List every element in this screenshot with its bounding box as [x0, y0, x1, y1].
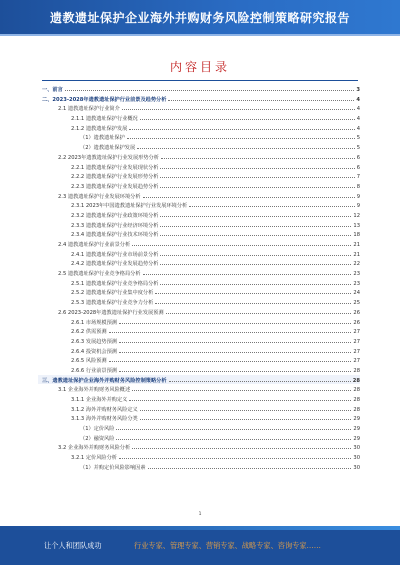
- toc-entry-page: 6: [356, 164, 360, 171]
- toc-entry[interactable]: [38, 433, 360, 443]
- toc-leader-dots: [119, 365, 351, 372]
- toc-entry-title: 2.5.1 遗教遗址保护行业竞争格局分析: [71, 280, 159, 287]
- toc-leader-dots: [132, 384, 351, 391]
- toc-leader-dots: [109, 355, 352, 362]
- report-title: 遗教遗址保护企业海外并购财务风险控制策略研究报告: [49, 11, 350, 25]
- toc-entry[interactable]: [38, 413, 360, 423]
- toc-leader-dots: [169, 375, 351, 382]
- toc-entry-page: 7: [356, 174, 360, 181]
- toc-entry-page: 29: [353, 426, 360, 433]
- toc-entry-title: 2.5.3 遗教遗址保护行业竞争力分析: [71, 300, 154, 307]
- toc-leader-dots: [166, 307, 352, 314]
- toc-entry[interactable]: [38, 442, 360, 452]
- toc-entry-title: 2.3.2 遗教遗址保护行业政策环境分析: [71, 212, 159, 219]
- toc-leader-dots: [116, 433, 351, 440]
- toc-leader-dots: [140, 404, 352, 411]
- toc-entry[interactable]: [38, 268, 360, 278]
- toc-entry-page: 25: [353, 300, 360, 307]
- toc-entry-title: 2.6 2023-2028年遗教遗址保护行业发展预测: [58, 309, 164, 316]
- toc-entry-title: 三、遗教遗址保护企业海外并购财务风险控制策略分析: [42, 377, 167, 384]
- toc-entry-title: 3.2 企业海外并购财务风险分析: [58, 445, 131, 452]
- toc-leader-dots: [132, 442, 351, 449]
- toc-leader-dots: [116, 423, 351, 430]
- toc-entry[interactable]: [38, 355, 360, 365]
- toc-entry[interactable]: [38, 346, 360, 356]
- toc-entry-page: 8: [356, 183, 360, 190]
- toc-entry-page: 18: [353, 232, 360, 239]
- toc-entry[interactable]: [38, 249, 360, 259]
- toc-entry[interactable]: [38, 462, 360, 472]
- toc-entry[interactable]: [38, 123, 360, 133]
- toc-leader-dots: [119, 346, 351, 353]
- toc-entry-title: 2.6.4 投资机会预测: [71, 348, 117, 355]
- toc-leader-dots: [160, 278, 351, 285]
- toc-entry-page: 4: [356, 125, 360, 132]
- toc-leader-dots: [129, 394, 351, 401]
- toc-entry-title: 2.1.1 遗教遗址保护行业概况: [71, 116, 138, 123]
- toc-entry[interactable]: [38, 200, 360, 210]
- toc-entry-title: 2.5 遗教遗址保护行业竞争格局分析: [58, 271, 141, 278]
- toc-leader-dots: [160, 258, 351, 265]
- toc-entry-title: 2.3.4 遗教遗址保护行业技术环境分析: [71, 232, 159, 239]
- toc-entry-title: 2.2.1 遗教遗址保护行业发展现状分析: [71, 164, 159, 171]
- toc-entry-page: 9: [356, 193, 360, 200]
- toc-entry-title: 2.3.1 2023年中国遗教遗址保护行业发展环境分析: [71, 203, 188, 210]
- toc-entry[interactable]: [38, 103, 360, 113]
- toc-entry-page: 5: [356, 145, 360, 152]
- toc-entry-page: 22: [353, 261, 360, 268]
- toc-entry-title: 2.2 2023年遗教遗址保护行业发展形势分析: [58, 154, 159, 161]
- toc-leader-dots: [161, 152, 355, 159]
- toc-entry-title: 2.4.1 遗教遗址保护行业市场前景分析: [71, 251, 159, 258]
- toc-leader-dots: [155, 297, 351, 304]
- footer-experts: 行业专家、管理专家、营销专家、战略专家、咨询专家……: [134, 541, 321, 550]
- toc-leader-dots: [143, 268, 352, 275]
- toc-title-rule: [42, 80, 358, 81]
- toc-entry-page: 28: [353, 406, 360, 413]
- toc-entry[interactable]: [38, 84, 360, 94]
- toc-entry-title: （2）融资风险: [80, 435, 115, 442]
- toc-entry-title: 3.2.1 定价风险分析: [71, 455, 117, 462]
- toc-entry[interactable]: [38, 326, 360, 336]
- toc-entry[interactable]: [38, 113, 360, 123]
- report-header: [0, 0, 400, 34]
- toc-leader-dots: [160, 181, 354, 188]
- toc-entry-page: 9: [356, 203, 360, 210]
- toc-entry-page: 30: [353, 464, 360, 471]
- toc-entry[interactable]: [38, 191, 360, 201]
- toc-leader-dots: [160, 171, 354, 178]
- toc-entry-page: 30: [353, 455, 360, 462]
- toc-entry-page: 27: [353, 329, 360, 336]
- toc-leader-dots: [160, 229, 351, 236]
- toc-entry-title: 2.1.2 遗教遗址保护发展: [71, 125, 128, 132]
- toc-entry[interactable]: [38, 239, 360, 249]
- toc-entry-title: 2.1 遗教遗址保护行业简介: [58, 106, 120, 113]
- toc-entry-page: 6: [356, 154, 360, 161]
- toc-entry-title: 3.1.2 海外并购财务风险定义: [71, 406, 138, 413]
- toc-leader-dots: [143, 191, 355, 198]
- toc-entry[interactable]: [38, 452, 360, 462]
- report-footer: [0, 530, 400, 565]
- toc-entry[interactable]: [38, 94, 360, 104]
- toc-entry[interactable]: [38, 278, 360, 288]
- toc-entry[interactable]: [38, 307, 360, 317]
- toc-entry-title: （1）定价风险: [80, 426, 115, 433]
- footer-slogan: 让个人和团队成功: [44, 541, 102, 550]
- toc-entry-title: 2.6.2 供需预测: [71, 329, 107, 336]
- toc-entry-page: 21: [353, 251, 360, 258]
- toc-entry-title: 2.5.2 遗教遗址保护行业集中度分析: [71, 290, 154, 297]
- toc-entry-page: 26: [353, 309, 360, 316]
- toc-entry[interactable]: [38, 365, 360, 375]
- toc-entry-title: 一、前言: [42, 87, 63, 93]
- toc-entry-title: 2.6.3 发展趋势预测: [71, 338, 117, 345]
- page-number: 1: [198, 512, 202, 517]
- toc-entry-page: 23: [353, 280, 360, 287]
- toc-leader-dots: [119, 336, 351, 343]
- toc-entry[interactable]: [38, 297, 360, 307]
- toc-leader-dots: [119, 452, 351, 459]
- toc-entry-page: 5: [356, 135, 360, 142]
- toc-entry-title: 2.6.5 风险预测: [71, 358, 107, 365]
- toc-leader-dots: [160, 220, 351, 227]
- toc-leader-dots: [189, 200, 354, 207]
- toc-entry-title: （2）遗教遗址保护发展: [80, 145, 136, 152]
- toc-entry[interactable]: [38, 375, 360, 385]
- toc-entry-page: 28: [353, 397, 360, 403]
- toc-entry-page: 28: [353, 367, 360, 374]
- toc-entry-page: 3: [356, 87, 360, 93]
- toc-entry-title: 2.6.1 市场规模预测: [71, 319, 117, 326]
- toc-entry[interactable]: [38, 171, 360, 181]
- toc-leader-dots: [119, 317, 351, 324]
- toc-entry-page: 27: [353, 348, 360, 355]
- table-of-contents: [38, 84, 360, 472]
- toc-entry[interactable]: [38, 181, 360, 191]
- toc-entry[interactable]: [38, 404, 360, 414]
- header-divider: [0, 34, 400, 36]
- toc-leader-dots: [155, 287, 351, 294]
- toc-entry[interactable]: [38, 423, 360, 433]
- toc-entry-page: 4: [356, 96, 360, 103]
- toc-entry[interactable]: [38, 336, 360, 346]
- toc-entry-title: 2.2.2 遗教遗址保护行业发展形势分析: [71, 174, 159, 181]
- toc-entry-page: 30: [353, 445, 360, 452]
- toc-leader-dots: [160, 249, 351, 256]
- toc-entry-page: 13: [353, 222, 360, 229]
- toc-entry-page: 28: [353, 387, 360, 394]
- toc-entry[interactable]: [38, 132, 360, 142]
- toc-leader-dots: [137, 142, 355, 149]
- toc-entry-title: （1）遗教遗址保护: [80, 135, 125, 142]
- toc-entry[interactable]: [38, 287, 360, 297]
- toc-leader-dots: [140, 413, 352, 420]
- toc-leader-dots: [140, 113, 355, 120]
- toc-entry[interactable]: [38, 210, 360, 220]
- toc-entry-page: 26: [353, 319, 360, 326]
- toc-entry[interactable]: [38, 317, 360, 327]
- toc-leader-dots: [122, 103, 355, 110]
- toc-entry-title: 2.4.2 遗教遗址保护行业发展趋势分析: [71, 261, 159, 268]
- toc-entry-title: 3.1 企业海外并购财务风险概述: [58, 387, 131, 394]
- toc-leader-dots: [109, 326, 352, 333]
- toc-entry[interactable]: [38, 394, 360, 404]
- toc-entry-page: 24: [353, 290, 360, 297]
- toc-entry-page: 12: [353, 212, 360, 219]
- toc-entry-title: 2.3.3 遗教遗址保护行业经济环境分析: [71, 222, 159, 229]
- toc-entry[interactable]: [38, 142, 360, 152]
- toc-entry-title: 2.6.6 行业前景预测: [71, 367, 117, 374]
- toc-leader-dots: [160, 162, 354, 169]
- toc-leader-dots: [148, 462, 352, 469]
- toc-entry-page: 4: [356, 106, 360, 113]
- toc-leader-dots: [65, 84, 355, 91]
- toc-entry-title: 2.2.3 遗教遗址保护行业发展趋势分析: [71, 183, 159, 190]
- toc-entry-title: （1）并购定价风险影响因素: [80, 464, 146, 471]
- toc-entry-page: 4: [356, 116, 360, 123]
- toc-entry-title: 3.1.1 企业海外并购定义: [71, 397, 128, 403]
- toc-leader-dots: [168, 94, 354, 101]
- toc-leader-dots: [127, 132, 355, 139]
- toc-entry[interactable]: [38, 384, 360, 394]
- toc-entry-page: 27: [353, 358, 360, 365]
- toc-entry-page: 23: [353, 271, 360, 278]
- toc-entry-page: 21: [353, 242, 360, 248]
- toc-entry[interactable]: [38, 162, 360, 172]
- toc-leader-dots: [129, 123, 354, 130]
- toc-entry[interactable]: [38, 258, 360, 268]
- toc-entry[interactable]: [38, 220, 360, 230]
- toc-entry-page: 27: [353, 338, 360, 345]
- toc-entry[interactable]: [38, 229, 360, 239]
- toc-leader-dots: [160, 210, 351, 217]
- toc-entry-title: 3.1.3 海外并购财务风险分类: [71, 416, 138, 423]
- toc-entry-page: 29: [353, 435, 360, 442]
- toc-leader-dots: [132, 239, 351, 246]
- toc-title: 内容目录: [169, 60, 230, 74]
- toc-entry-title: 二、2023-2028年遗教遗址保护行业前景及趋势分析: [42, 96, 167, 103]
- toc-entry-page: 29: [353, 416, 360, 423]
- toc-entry-title: 2.4 遗教遗址保护行业前景分析: [58, 242, 131, 248]
- toc-entry-title: 2.3 遗教遗址保护行业发展环境分析: [58, 193, 141, 200]
- toc-entry[interactable]: [38, 152, 360, 162]
- toc-entry-page: 28: [352, 377, 360, 384]
